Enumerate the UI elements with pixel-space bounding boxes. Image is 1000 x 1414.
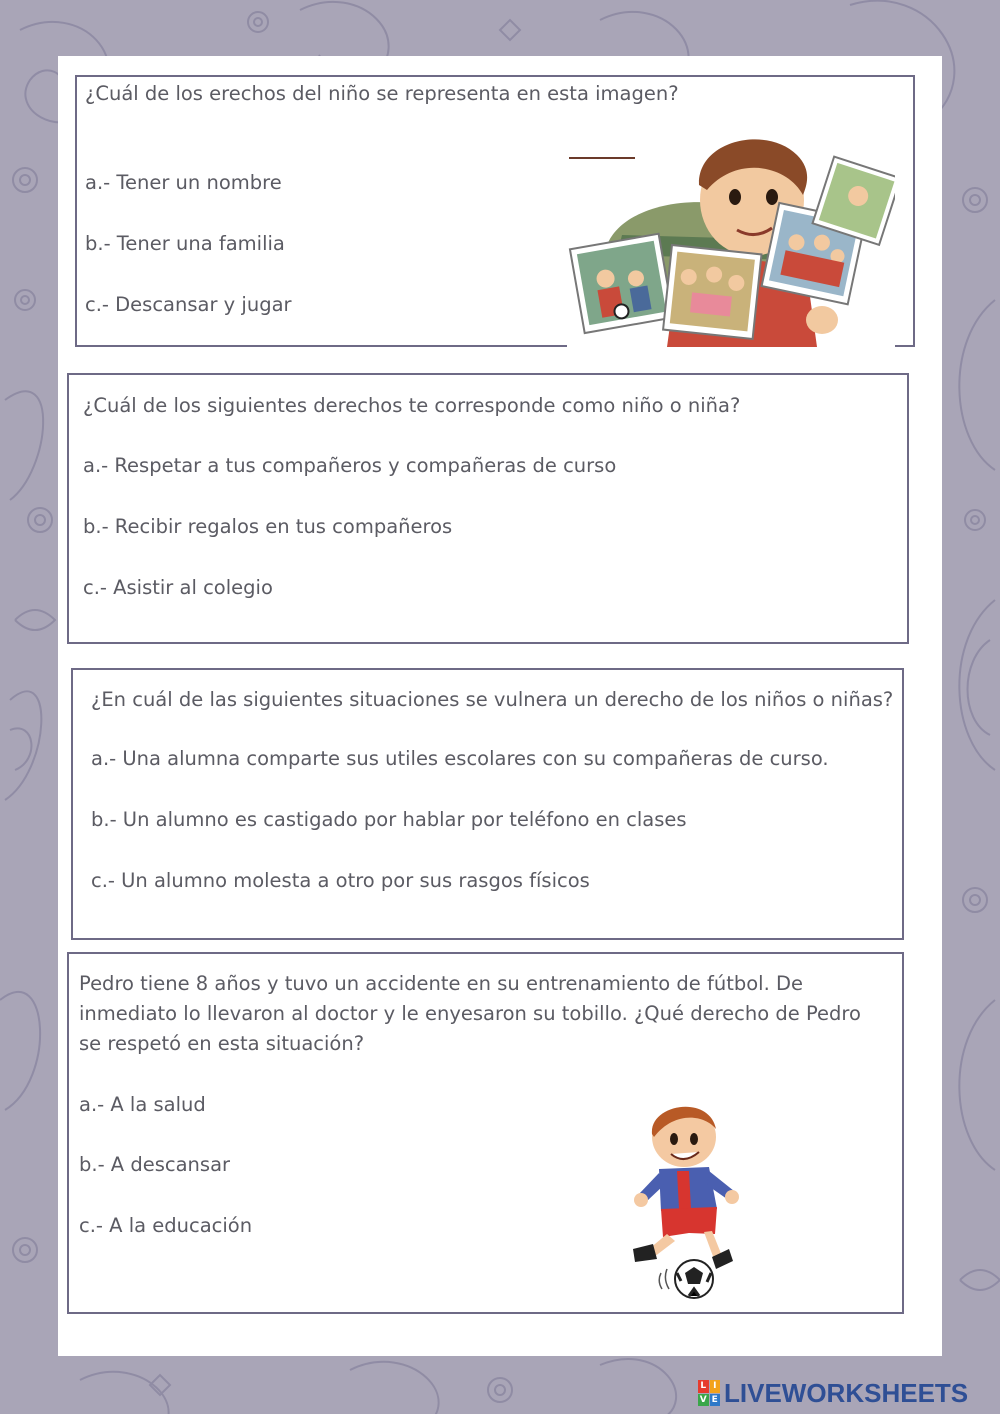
- question-2-prompt: ¿Cuál de los siguientes derechos te corresponde como niño o niña?: [83, 394, 741, 417]
- question-1-option-b[interactable]: b.- Tener una familia: [85, 232, 285, 255]
- question-box-4: [67, 952, 904, 1314]
- question-1-option-c[interactable]: c.- Descansar y jugar: [85, 293, 292, 316]
- boy-with-photos-illustration: [567, 125, 895, 347]
- question-box-3: [71, 668, 904, 940]
- boy-playing-soccer-illustration: [619, 1099, 759, 1299]
- question-1-option-a[interactable]: a.- Tener un nombre: [85, 171, 282, 194]
- question-3-prompt: ¿En cuál de las siguientes situaciones se vulnera un derecho de los niños o niñas?: [91, 688, 894, 711]
- question-2-option-a[interactable]: a.- Respetar a tus compañeros y compañeras de curso: [83, 454, 617, 477]
- question-3-option-c[interactable]: c.- Un alumno molesta a otro por sus rasgos físicos: [91, 869, 590, 892]
- liveworksheets-badge-icon: L I V E: [698, 1380, 720, 1406]
- question-box-1: [75, 75, 915, 347]
- liveworksheets-wordmark: LIVEWORKSHEETS: [724, 1377, 969, 1408]
- question-3-option-b[interactable]: b.- Un alumno es castigado por hablar por teléfono en clases: [91, 808, 687, 831]
- question-4-prompt: Pedro tiene 8 años y tuvo un accidente en su entrenamiento de fútbol. De inmediato lo llevaron al doctor y le enyesaron su tobillo. ¿Qué derecho de Pedro se respetó en esta situación?: [79, 972, 861, 1055]
- question-4-option-c[interactable]: c.- A la educación: [79, 1214, 253, 1237]
- question-2-option-b[interactable]: b.- Recibir regalos en tus compañeros: [83, 515, 453, 538]
- question-box-2: [67, 373, 909, 644]
- question-1-prompt: ¿Cuál de los erechos del niño se representa en esta imagen?: [85, 82, 679, 105]
- question-4-option-b[interactable]: b.- A descansar: [79, 1153, 231, 1176]
- question-3-option-a[interactable]: a.- Una alumna comparte sus utiles escolares con su compañeras de curso.: [91, 747, 829, 770]
- question-4-option-a[interactable]: a.- A la salud: [79, 1093, 206, 1116]
- liveworksheets-logo: [698, 1378, 968, 1408]
- question-2-option-c[interactable]: c.- Asistir al colegio: [83, 576, 273, 599]
